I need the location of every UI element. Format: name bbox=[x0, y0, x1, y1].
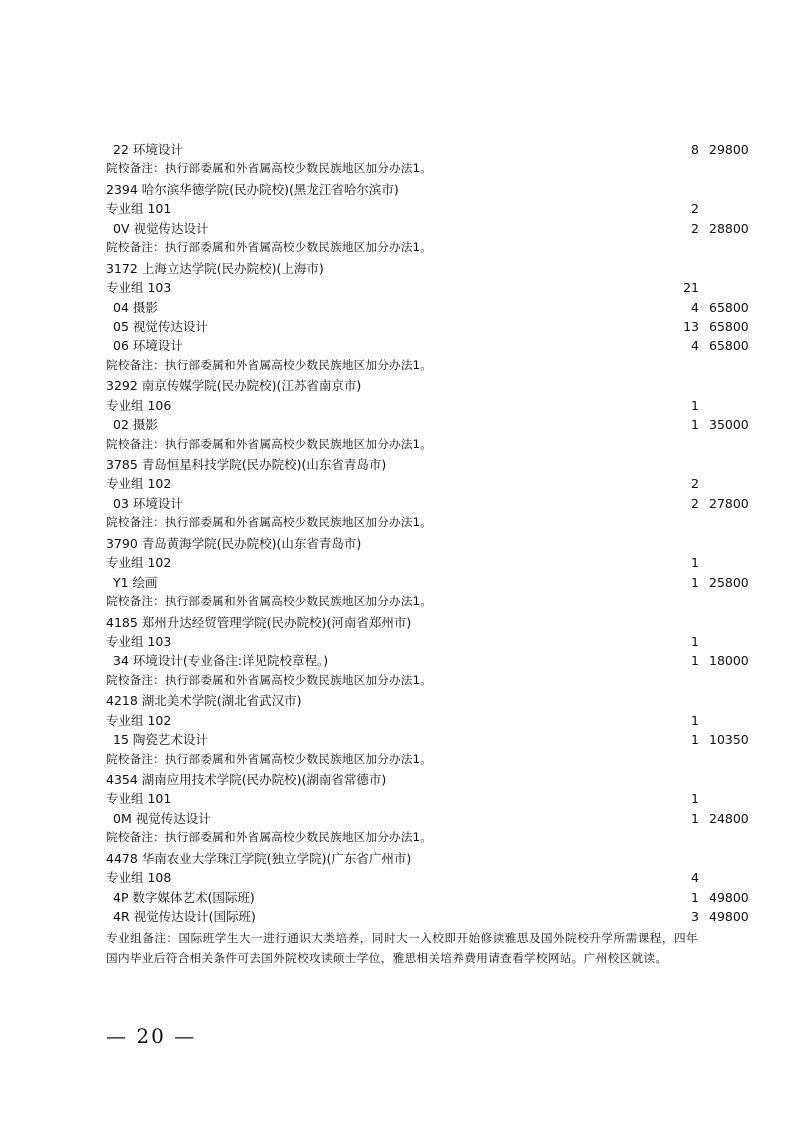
major-name: 06 环境设计 bbox=[113, 338, 183, 354]
plan-count: 2 bbox=[691, 476, 699, 492]
school-row bbox=[106, 691, 696, 710]
school-row bbox=[106, 259, 696, 278]
tuition-fee: 35000 bbox=[709, 417, 749, 433]
note-text: 院校备注：执行部委属和外省属高校少数民族地区加分办法1。 bbox=[106, 830, 433, 845]
school-note-row bbox=[106, 159, 696, 178]
note-text: 院校备注：执行部委属和外省属高校少数民族地区加分办法1。 bbox=[106, 436, 433, 451]
admission-plan-listing bbox=[106, 140, 749, 968]
major-name: 22 环境设计 bbox=[113, 142, 183, 157]
note-text: 院校备注：执行部委属和外省属高校少数民族地区加分办法1。 bbox=[106, 751, 433, 766]
plan-count: 2 bbox=[691, 201, 699, 217]
plan-count: 1 bbox=[691, 653, 699, 669]
tuition-fee: 24800 bbox=[709, 810, 749, 826]
major-row bbox=[106, 907, 749, 926]
plan-count: 3 bbox=[691, 909, 699, 925]
school-name: 3785 青岛恒星科技学院(民办院校)(山东省青岛市) bbox=[106, 457, 387, 472]
plan-count: 1 bbox=[691, 574, 699, 590]
group-note: 专业组备注：国际班学生大一进行通识大类培养，同时大一入校即开始修读雅思及国外院校升学所需课程，四年国内毕业后符合相关条件可去国外院校攻读硕士学位，雅思相关培养费用请查看学校网站。广州校区就读。 bbox=[106, 930, 698, 965]
plan-count: 1 bbox=[691, 397, 699, 413]
major-row bbox=[106, 651, 749, 670]
school-row bbox=[106, 180, 696, 199]
school-name: 3790 青岛黄海学院(民办院校)(山东省青岛市) bbox=[106, 535, 362, 551]
school-note-row bbox=[106, 671, 696, 690]
major-row bbox=[106, 219, 749, 238]
school-name: 3172 上海立达学院(民办院校)(上海市) bbox=[106, 260, 324, 276]
plan-count: 4 bbox=[691, 299, 699, 315]
major-row bbox=[106, 140, 749, 159]
group-name: 专业组 102 bbox=[106, 555, 172, 571]
school-row bbox=[106, 770, 696, 789]
major-name: 15 陶瓷艺术设计 bbox=[113, 732, 208, 748]
group-name: 专业组 101 bbox=[106, 201, 172, 217]
major-name: 02 摄影 bbox=[113, 417, 158, 433]
plan-count: 2 bbox=[691, 495, 699, 511]
major-row bbox=[106, 809, 749, 828]
major-name: 4R 视觉传达设计(国际班) bbox=[113, 909, 256, 925]
plan-count: 1 bbox=[691, 417, 699, 433]
major-name: 05 视觉传达设计 bbox=[113, 318, 208, 334]
note-text: 院校备注：执行部委属和外省属高校少数民族地区加分办法1。 bbox=[106, 161, 433, 176]
plan-count: 4 bbox=[691, 870, 699, 886]
major-name: 03 环境设计 bbox=[113, 495, 183, 511]
plan-count: 1 bbox=[691, 555, 699, 571]
group-name: 专业组 103 bbox=[106, 633, 172, 649]
note-text: 院校备注：执行部委属和外省属高校少数民族地区加分办法1。 bbox=[106, 672, 433, 687]
group-row bbox=[106, 474, 699, 493]
tuition-fee: 18000 bbox=[709, 653, 749, 669]
group-name: 专业组 101 bbox=[106, 791, 172, 807]
tuition-fee: 49800 bbox=[709, 909, 749, 925]
school-note-row bbox=[106, 750, 696, 769]
group-row bbox=[106, 199, 699, 218]
plan-count: 2 bbox=[691, 220, 699, 236]
school-row bbox=[106, 613, 696, 632]
tuition-fee: 25800 bbox=[709, 574, 749, 590]
school-name: 2394 哈尔滨华德学院(民办院校)(黑龙江省哈尔滨市) bbox=[106, 181, 399, 197]
major-name: 0V 视觉传达设计 bbox=[113, 220, 209, 236]
school-note-row bbox=[106, 828, 696, 847]
group-row bbox=[106, 278, 699, 297]
school-note-row bbox=[106, 435, 696, 454]
school-note-row bbox=[106, 238, 696, 257]
group-name: 专业组 102 bbox=[106, 712, 172, 728]
plan-count: 1 bbox=[691, 810, 699, 826]
note-text: 院校备注：执行部委属和外省属高校少数民族地区加分办法1。 bbox=[106, 240, 433, 255]
group-name: 专业组 108 bbox=[106, 870, 172, 886]
school-name: 4354 湖南应用技术学院(民办院校)(湖南省常德市) bbox=[106, 772, 387, 787]
tuition-fee: 65800 bbox=[709, 338, 749, 354]
group-name: 专业组 102 bbox=[106, 476, 172, 492]
school-note-row bbox=[106, 513, 696, 532]
plan-count: 1 bbox=[691, 633, 699, 649]
group-row bbox=[106, 553, 699, 572]
major-row bbox=[106, 336, 749, 355]
major-name: 34 环境设计(专业备注:详见院校章程。) bbox=[113, 653, 329, 669]
school-row bbox=[106, 455, 696, 474]
plan-count: 1 bbox=[691, 791, 699, 807]
group-name: 专业组 106 bbox=[106, 397, 172, 413]
major-row bbox=[106, 415, 749, 434]
group-row bbox=[106, 789, 699, 808]
major-row bbox=[106, 494, 749, 513]
page-number: — 20 — bbox=[106, 1024, 197, 1048]
major-row bbox=[106, 730, 749, 749]
group-row bbox=[106, 396, 699, 415]
tuition-fee: 65800 bbox=[709, 318, 749, 334]
major-row bbox=[106, 317, 749, 336]
tuition-fee: 49800 bbox=[709, 889, 749, 905]
group-row bbox=[106, 632, 699, 651]
major-row bbox=[106, 888, 749, 907]
group-name: 专业组 103 bbox=[106, 280, 172, 296]
group-row bbox=[106, 711, 699, 730]
school-row bbox=[106, 376, 696, 395]
major-row bbox=[106, 573, 749, 592]
plan-count: 1 bbox=[691, 712, 699, 728]
tuition-fee: 28800 bbox=[709, 220, 749, 236]
plan-count: 1 bbox=[691, 732, 699, 748]
plan-count: 21 bbox=[683, 280, 699, 296]
school-row bbox=[106, 849, 696, 868]
tuition-fee: 10350 bbox=[709, 732, 749, 748]
school-note-row bbox=[106, 592, 696, 611]
school-name: 3292 南京传媒学院(民办院校)(江苏省南京市) bbox=[106, 378, 362, 394]
plan-count: 13 bbox=[683, 318, 699, 334]
tuition-fee: 29800 bbox=[709, 142, 749, 157]
major-name: 04 摄影 bbox=[113, 299, 158, 315]
plan-count: 4 bbox=[691, 338, 699, 354]
school-name: 4185 郑州升达经贸管理学院(民办院校)(河南省郑州市) bbox=[106, 614, 412, 630]
school-note-row bbox=[106, 356, 696, 375]
major-name: 4P 数字媒体艺术(国际班) bbox=[113, 889, 255, 905]
group-row bbox=[106, 868, 699, 887]
plan-count: 8 bbox=[691, 142, 699, 157]
tuition-fee: 27800 bbox=[709, 495, 749, 511]
school-name: 4478 华南农业大学珠江学院(独立学院)(广东省广州市) bbox=[106, 850, 412, 866]
major-name: 0M 视觉传达设计 bbox=[113, 810, 211, 826]
school-row bbox=[106, 534, 696, 553]
note-text: 院校备注：执行部委属和外省属高校少数民族地区加分办法1。 bbox=[106, 515, 433, 530]
school-name: 4218 湖北美术学院(湖北省武汉市) bbox=[106, 693, 302, 709]
plan-count: 1 bbox=[691, 889, 699, 905]
tuition-fee: 65800 bbox=[709, 299, 749, 315]
note-text: 院校备注：执行部委属和外省属高校少数民族地区加分办法1。 bbox=[106, 357, 433, 372]
major-row bbox=[106, 298, 749, 317]
note-text: 院校备注：执行部委属和外省属高校少数民族地区加分办法1。 bbox=[106, 594, 433, 609]
major-name: Y1 绘画 bbox=[113, 574, 158, 590]
